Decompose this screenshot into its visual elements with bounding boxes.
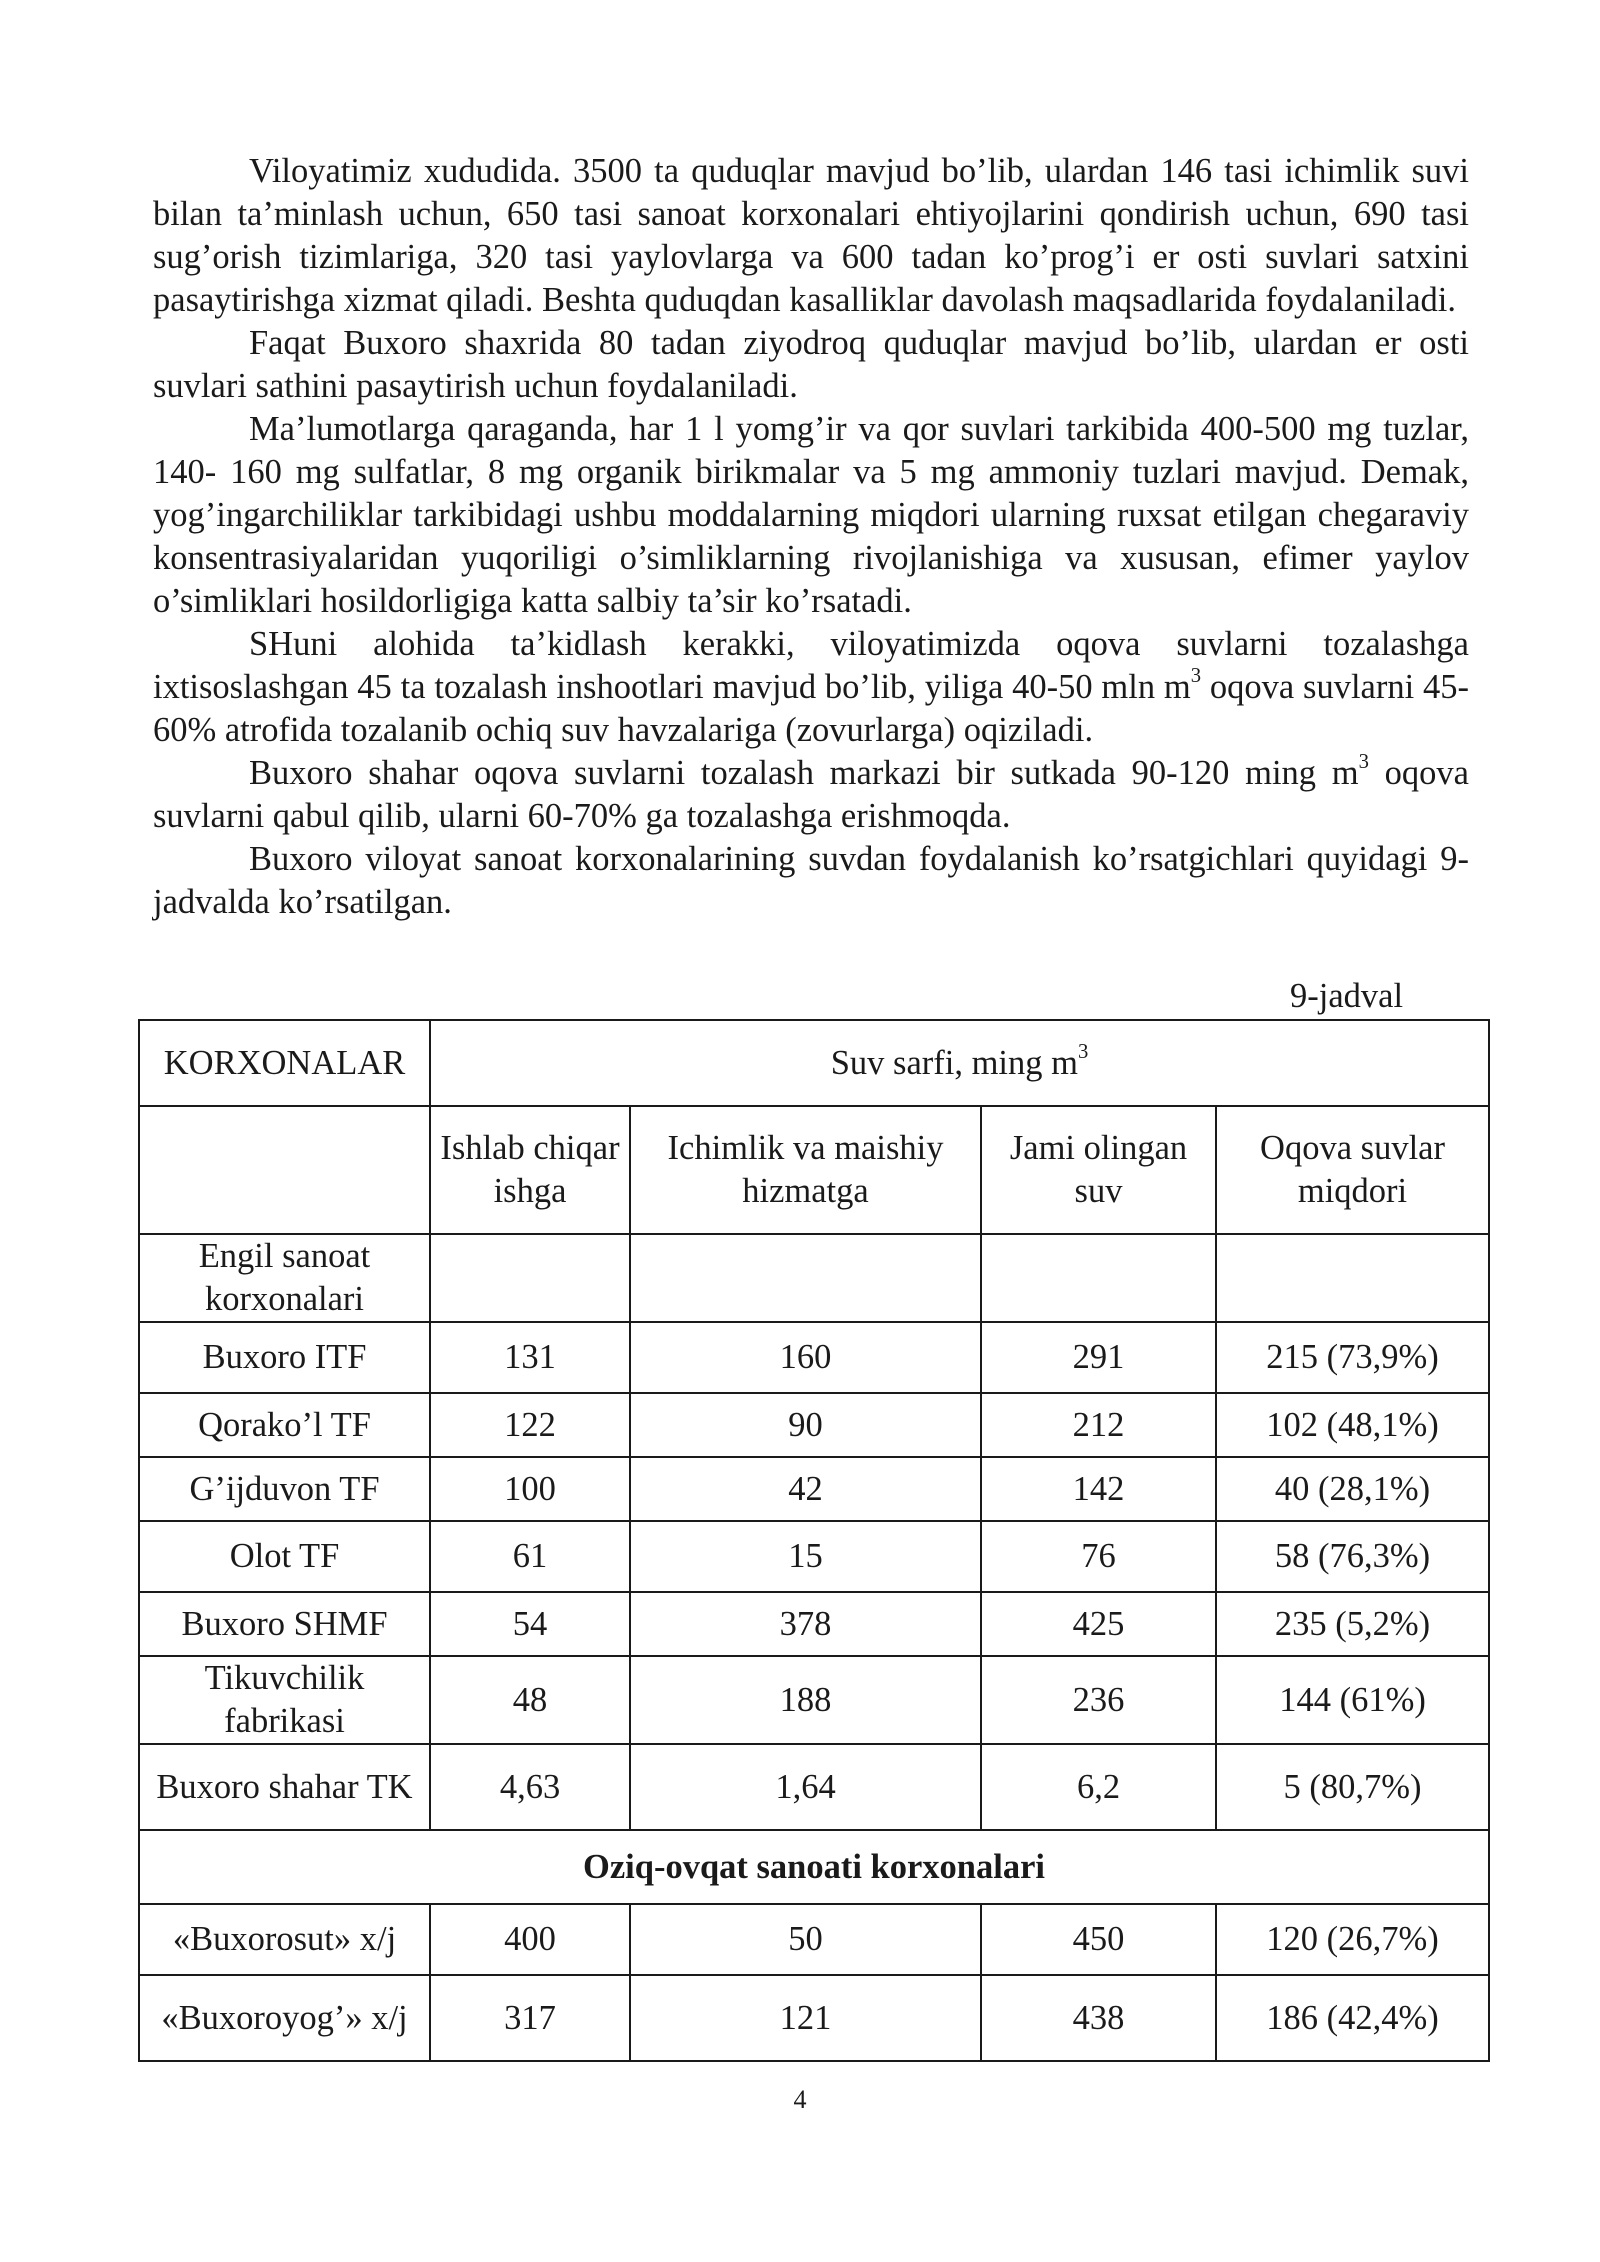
group-header-text: Suv sarfi, ming m [830,1043,1078,1082]
drinking-cell: 188 [630,1656,981,1744]
paragraph: Faqat Buxoro shaxrida 80 tadan ziyodroq quduqlar mavjud bo’lib, ulardan er osti suvlari sathini pasaytirish uchun foydalaniladi. [153,324,1469,405]
empty-cell [630,1234,981,1322]
section-row [139,1830,1489,1904]
production-cell: 122 [430,1393,630,1457]
empty-cell [430,1234,630,1322]
production-cell: 54 [430,1592,630,1656]
paragraph: Ma’lumotlarga qaraganda, har 1 l yomg’ir va qor suvlari tarkibida 400-500 mg tuzlar, 140- 160 mg sulfatlar, 8 mg organik birikmalar va 5 mg ammoniy tuzlari mavjud. Demak, yog’ingarchiliklar tarkibidagi ushbu moddalarning miqdori ularning ruxsat etilgan chegaraviy konsentrasiyalaridan yuqoriligi o’simliklarning rivojlanishiga va xususan, efimer yaylov o’simliklari hosildorligiga katta salbiy ta’sir ko’rsatadi. [153,410,1469,620]
wastewater-cell: 235 (5,2%) [1216,1592,1489,1656]
table-row [139,1904,1489,1975]
wastewater-cell: 186 (42,4%) [1216,1975,1489,2061]
paragraph [153,623,1469,752]
table-row [139,1975,1489,2061]
wastewater-cell: 40 (28,1%) [1216,1457,1489,1521]
column-header: Oqova suvlar miqdori [1216,1106,1489,1234]
table-header-row [139,1020,1489,1106]
company-cell: Qorako’l TF [139,1393,430,1457]
wastewater-cell: 215 (73,9%) [1216,1322,1489,1393]
company-cell: G’ijduvon TF [139,1457,430,1521]
superscript: 3 [1358,751,1369,774]
production-cell: 100 [430,1457,630,1521]
paragraph: Viloyatimiz xududida. 3500 ta quduqlar mavjud bo’lib, ulardan 146 tasi ichimlik suvi bilan ta’minlash uchun, 650 tasi sanoat korxonalari ehtiyojlarini qondirish uchun, 690 tasi sug’orish tizimlariga, 320 tasi yaylovlarga va 600 tadan ko’prog’i er osti suvlari satxini pasaytirishga xizmat qiladi. Beshta quduqdan kasalliklar davolash maqsadlarida foydalaniladi. [153,152,1469,319]
wastewater-cell: 58 (76,3%) [1216,1521,1489,1592]
table-row [139,1322,1489,1393]
total-cell: 291 [981,1322,1216,1393]
drinking-cell: 121 [630,1975,981,2061]
text-run: Buxoro shahar oqova suvlarni tozalash markazi bir sutkada 90-120 ming m [249,754,1359,792]
wastewater-cell: 120 (26,7%) [1216,1904,1489,1975]
text-run: oqova suvlarni 45-60% atrofida tozalanib ochiq suv havzalariga (zovurlarga) oqiziladi. [153,668,1469,749]
text-run: SHuni alohida ta’kidlash kerakki, viloyatimizda oqova suvlarni tozalashga ixtisoslashgan 45 ta tozalash inshootlari mavjud bo’lib, yiliga 40-50 mln m [153,625,1469,706]
column-header: Ishlab chiqarishga [430,1106,630,1234]
paragraph [153,752,1469,838]
superscript: 3 [1077,1040,1089,1063]
production-cell: 48 [430,1656,630,1744]
company-cell: Buxoro SHMF [139,1592,430,1656]
company-cell: Buxoro ITF [139,1322,430,1393]
wastewater-cell: 5 (80,7%) [1216,1744,1489,1830]
data-table [138,1019,1490,2062]
total-cell: 6,2 [981,1744,1216,1830]
corner-header: KORXONALAR [139,1020,430,1106]
production-cell: 4,63 [430,1744,630,1830]
total-cell: 76 [981,1521,1216,1592]
empty-cell [1216,1234,1489,1322]
drinking-cell: 90 [630,1393,981,1457]
total-cell: 142 [981,1457,1216,1521]
drinking-cell: 50 [630,1904,981,1975]
table-subheader-row [139,1106,1489,1234]
page-number: 4 [793,2085,807,2114]
production-cell: 131 [430,1322,630,1393]
company-cell: «Buxorosut» x/j [139,1904,430,1975]
column-header: Jami olingan suv [981,1106,1216,1234]
wastewater-cell: 144 (61%) [1216,1656,1489,1744]
drinking-cell: 1,64 [630,1744,981,1830]
column-header: Ichimlik va maishiy hizmatga [630,1106,981,1234]
table-row [139,1521,1489,1592]
drinking-cell: 15 [630,1521,981,1592]
empty-cell [139,1106,430,1234]
table-row [139,1656,1489,1744]
company-cell: Buxoro shahar TK [139,1744,430,1830]
body-text [153,150,1469,924]
production-cell: 317 [430,1975,630,2061]
production-cell: 61 [430,1521,630,1592]
production-cell: 400 [430,1904,630,1975]
company-cell: «Buxoroyog’» x/j [139,1975,430,2061]
table-row [139,1393,1489,1457]
drinking-cell: 160 [630,1322,981,1393]
group-label-row [139,1234,1489,1322]
total-cell: 438 [981,1975,1216,2061]
group-header [430,1020,1489,1106]
total-cell: 212 [981,1393,1216,1457]
group-label: Engil sanoat korxonalari [139,1234,430,1322]
paragraph: Buxoro viloyat sanoat korxonalarining suvdan foydalanish ko’rsatgichlari quyidagi 9-jadvalda ko’rsatilgan. [153,840,1469,921]
company-cell: Tikuvchilik fabrikasi [139,1656,430,1744]
wastewater-cell: 102 (48,1%) [1216,1393,1489,1457]
company-cell: Olot TF [139,1521,430,1592]
drinking-cell: 42 [630,1457,981,1521]
table-row [139,1744,1489,1830]
superscript: 3 [1190,665,1202,688]
table-row [139,1592,1489,1656]
drinking-cell: 378 [630,1592,981,1656]
total-cell: 425 [981,1592,1216,1656]
total-cell: 450 [981,1904,1216,1975]
table-row [139,1457,1489,1521]
empty-cell [981,1234,1216,1322]
text-run: oqova suvlarni qabul qilib, ularni 60-70% ga tozalashga erishmoqda. [153,754,1469,835]
table-caption: 9-jadval [1290,977,1404,1015]
section-title: Oziq-ovqat sanoati korxonalari [139,1830,1489,1904]
total-cell: 236 [981,1656,1216,1744]
